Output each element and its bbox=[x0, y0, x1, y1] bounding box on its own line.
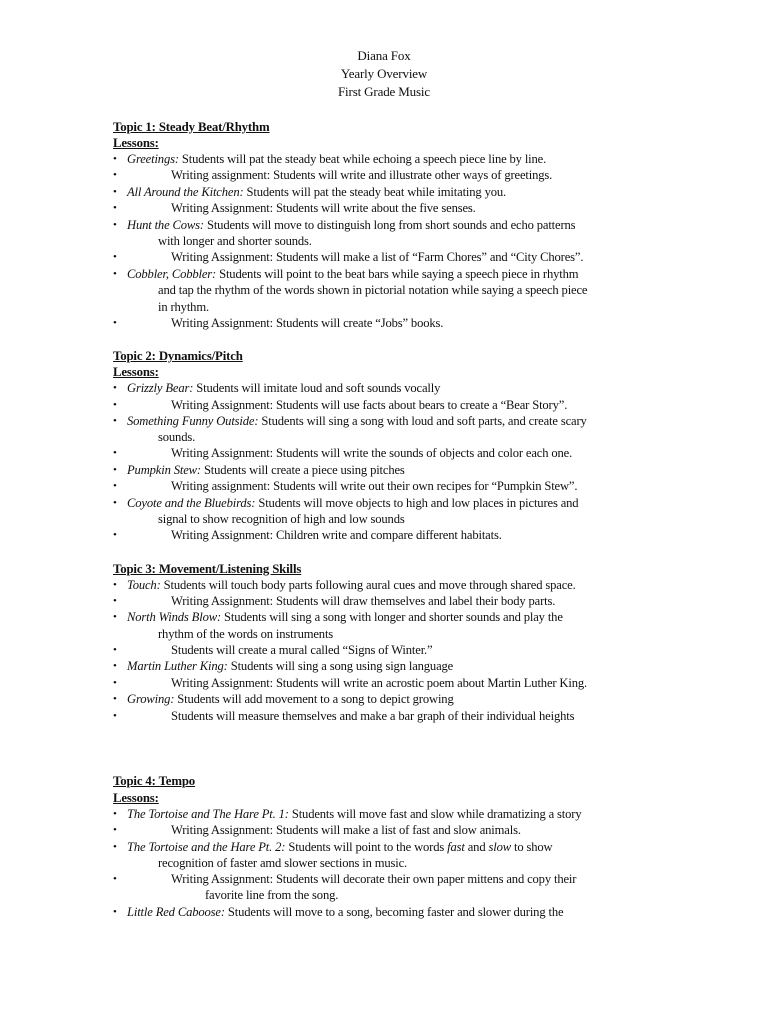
lesson-text: Students will pat the steady beat while imitating you. bbox=[243, 185, 507, 199]
bullet: • bbox=[113, 824, 117, 836]
assignment-text: Writing Assignment: Students will write about the five senses. bbox=[171, 201, 476, 215]
lesson-text: Students will add movement to a song to depict growing bbox=[174, 692, 454, 706]
assignment-text: Writing Assignment: Students will create “Jobs” books. bbox=[171, 316, 444, 330]
continuation-line: signal to show recognition of high and low sounds bbox=[158, 512, 405, 526]
bullet: • bbox=[113, 480, 117, 492]
topic-1-title: Topic 1: Steady Beat/Rhythm bbox=[113, 120, 270, 134]
lesson-text: Students will sing a song with longer and shorter sounds and play the bbox=[221, 610, 563, 624]
bullet: • bbox=[113, 808, 117, 820]
assignment-text: Writing Assignment: Students will make a list of “Farm Chores” and “City Chores”. bbox=[171, 250, 584, 264]
bullet: • bbox=[113, 579, 117, 591]
assignment-text: Students will measure themselves and make a bar graph of their individual heights bbox=[171, 709, 575, 723]
lesson-text: Students will sing a song with loud and soft parts, and create scary bbox=[258, 414, 587, 428]
bullet: • bbox=[113, 219, 117, 231]
lesson-text: Students will move to a song, becoming faster and slower during the bbox=[224, 905, 564, 919]
lesson-text: Students will point to the beat bars while saying a speech piece in rhythm bbox=[216, 267, 579, 281]
lesson-title: Cobbler, Cobbler: bbox=[127, 267, 217, 281]
assignment-text: Writing Assignment: Students will make a list of fast and slow animals. bbox=[171, 823, 521, 837]
bullet: • bbox=[113, 906, 117, 918]
lesson-title: The Tortoise and the Hare Pt. 2: bbox=[127, 840, 286, 854]
bullet: • bbox=[113, 169, 117, 181]
topic-2-title: Topic 2: Dynamics/Pitch bbox=[113, 349, 243, 363]
document-title: Yearly Overview bbox=[340, 66, 428, 81]
bullet: • bbox=[113, 317, 117, 329]
lesson-title: North Winds Blow: bbox=[127, 610, 222, 624]
bullet: • bbox=[113, 677, 117, 689]
lesson-text: Students will create a piece using pitches bbox=[200, 463, 405, 477]
topic-1-lessons-label: Lessons: bbox=[113, 136, 159, 150]
emphasis-fast: fast bbox=[447, 840, 465, 854]
lesson-text: Students will imitate loud and soft sounds vocally bbox=[193, 381, 441, 395]
bullet: • bbox=[113, 529, 117, 541]
bullet: • bbox=[113, 268, 117, 280]
assignment-text: Writing assignment: Students will write out their own recipes for “Pumpkin Stew”. bbox=[171, 479, 578, 493]
bullet: • bbox=[113, 447, 117, 459]
lesson-title: All Around the Kitchen: bbox=[127, 185, 244, 199]
bullet: • bbox=[113, 710, 117, 722]
lesson-title: Pumpkin Stew: bbox=[127, 463, 201, 477]
bullet: • bbox=[113, 399, 117, 411]
document-header bbox=[0, 47, 768, 101]
lesson-title: Little Red Caboose: bbox=[127, 905, 225, 919]
lesson-title: Martin Luther King: bbox=[127, 659, 228, 673]
continuation-line: favorite line from the song. bbox=[205, 888, 339, 902]
lesson-title: Greetings: bbox=[127, 152, 179, 166]
lesson-text: to show bbox=[510, 840, 553, 854]
assignment-text: Writing Assignment: Children write and compare different habitats. bbox=[171, 528, 502, 542]
assignment-text: Writing Assignment: Students will write the sounds of objects and color each one. bbox=[171, 446, 573, 460]
lesson-text: Students will move fast and slow while dramatizing a story bbox=[288, 807, 582, 821]
continuation-line: and tap the rhythm of the words shown in pictorial notation while saying a speech piece bbox=[158, 283, 588, 297]
bullet: • bbox=[113, 611, 117, 623]
continuation-line: recognition of faster amd slower sections in music. bbox=[158, 856, 408, 870]
bullet: • bbox=[113, 595, 117, 607]
lesson-text: Students will point to the words bbox=[285, 840, 448, 854]
lesson-text: and bbox=[464, 840, 489, 854]
lesson-title: Touch: bbox=[127, 578, 161, 592]
lesson-title: Hunt the Cows: bbox=[127, 218, 204, 232]
author-name: Diana Fox bbox=[357, 48, 411, 63]
bullet: • bbox=[113, 660, 117, 672]
lesson-text: Students will pat the steady beat while echoing a speech piece line by line. bbox=[178, 152, 547, 166]
topic-4-lessons-label: Lessons: bbox=[113, 791, 159, 805]
bullet: • bbox=[113, 382, 117, 394]
bullet: • bbox=[113, 497, 117, 509]
assignment-text: Writing Assignment: Students will draw themselves and label their body parts. bbox=[171, 594, 556, 608]
lesson-title: Something Funny Outside: bbox=[127, 414, 259, 428]
continuation-line: sounds. bbox=[158, 430, 196, 444]
assignment-text: Writing Assignment: Students will write an acrostic poem about Martin Luther King. bbox=[171, 676, 588, 690]
lesson-title: Coyote and the Bluebirds: bbox=[127, 496, 256, 510]
continuation-line: in rhythm. bbox=[158, 300, 209, 314]
continuation-line: rhythm of the words on instruments bbox=[158, 627, 334, 641]
bullet: • bbox=[113, 251, 117, 263]
bullet: • bbox=[113, 873, 117, 885]
lesson-title: Growing: bbox=[127, 692, 175, 706]
bullet: • bbox=[113, 415, 117, 427]
bullet: • bbox=[113, 841, 117, 853]
bullet: • bbox=[113, 153, 117, 165]
lesson-text: Students will move objects to high and low places in pictures and bbox=[255, 496, 579, 510]
lesson-title: Grizzly Bear: bbox=[127, 381, 194, 395]
lesson-title: The Tortoise and The Hare Pt. 1: bbox=[127, 807, 289, 821]
bullet: • bbox=[113, 644, 117, 656]
lesson-text: Students will move to distinguish long from short sounds and echo patterns bbox=[203, 218, 576, 232]
topic-2-lessons-label: Lessons: bbox=[113, 365, 159, 379]
topic-4-title: Topic 4: Tempo bbox=[113, 774, 196, 788]
emphasis-slow: slow bbox=[488, 840, 511, 854]
assignment-text: Writing Assignment: Students will use facts about bears to create a “Bear Story”. bbox=[171, 398, 568, 412]
bullet: • bbox=[113, 693, 117, 705]
topic-3-title: Topic 3: Movement/Listening Skills bbox=[113, 562, 302, 576]
document-subtitle: First Grade Music bbox=[337, 84, 431, 99]
assignment-text: Students will create a mural called “Signs of Winter.” bbox=[171, 643, 433, 657]
continuation-line: with longer and shorter sounds. bbox=[158, 234, 312, 248]
lesson-text: Students will sing a song using sign language bbox=[227, 659, 454, 673]
lesson-text: Students will touch body parts following aural cues and move through shared space. bbox=[160, 578, 576, 592]
assignment-text: Writing Assignment: Students will decorate their own paper mittens and copy their bbox=[171, 872, 577, 886]
bullet: • bbox=[113, 464, 117, 476]
bullet: • bbox=[113, 202, 117, 214]
assignment-text: Writing assignment: Students will write and illustrate other ways of greetings. bbox=[171, 168, 553, 182]
bullet: • bbox=[113, 186, 117, 198]
